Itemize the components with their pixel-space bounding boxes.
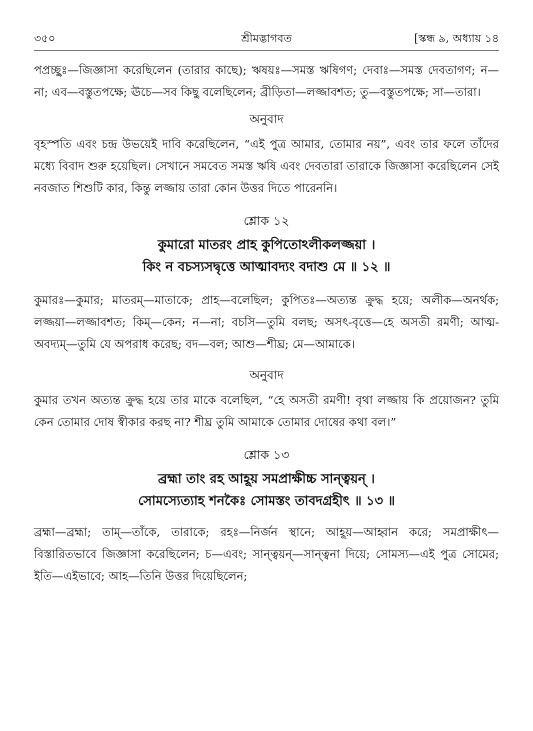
translation-paragraph-1: বৃহস্পতি এবং চন্দ্র উভয়েই দাবি করেছিলেন, “এই পুত্র আমার, তোমার নয়”, এবং তার ফলে তাঁদের মধ্যে বিবাদ শুরু হয়েছিল। সেখানে সমবেত সমস্ত ঋষি এবং দেবতারা তারাকে জিজ্ঞাসা করেছিলেন সেই নবজাত শিশুটি কার, কিন্তু লজ্জায় তারা কোন উত্তর দিতে পারেননি। [34,137,499,195]
verse-13-title: শ্লোক ১৩ [243,447,290,462]
synonyms-paragraph-1: পপ্রচ্ছুঃ—জিজ্ঞাসা করেছিলেন (তারার কাছে); ঋষয়ঃ—সমস্ত ঋষিগণ; দেবাঃ—সমস্ত দেবতাগণ; ন—না; এব—বস্তুতপক্ষে; ঊচে—সব কিছু বলেছিলেন; ব্রীড়িতা—লজ্জাবশত; তু—বস্তুতপক্ষে; সা—তারা। [34,63,499,99]
translation-paragraph-2: কুমার তখন অত্যন্ত ক্রুদ্ধ হয়ে তার মাকে বলেছিল, “হে অসতী রমণী! বৃথা লজ্জায় কি প্রয়োজন? তুমি কেন তোমার দোষ স্বীকার করছ না? শীঘ্র তুমি আমাকে তোমার দোষের কথা বল।” [34,393,499,429]
synonyms-paragraph-2: কুমারঃ—কুমার; মাতরম্—মাতাকে; প্রাহ—বলেছিল; কুপিতঃ—অত্যন্ত ক্রুদ্ধ হয়ে; অলীক—অনর্থক; লজ্জয়া—লজ্জাবশত; কিম্—কেন; ন—না; বচসি—তুমি বলছ; অসৎ-বৃত্তে—হে অসতী রমণী; আত্ম-অবদ্যম্—তুমি যে অপরাধ করেছ; বদ—বল; আশু—শীঘ্র; মে—আমাকে। [34,293,499,351]
book-title: শ্রীমদ্ভাগবত [241,32,292,45]
section-reference: [স্কন্ধ ৯, অধ্যায় ১৪ [414,32,499,45]
verse-12-line-2: কিং ন বচস্যসদ্বৃত্তে আত্মাবদ্যং বদাশু মে ॥ ১২ ॥ [142,260,391,275]
page-header [34,28,499,51]
verse-13-line-2: সোমস্যেত্যাহ শনকৈঃ সোমস্তং তাবদগ্রহীৎ ॥ ১৩ ॥ [138,494,395,509]
translation-heading-2: অনুবাদ [249,368,284,382]
verse-12-line-1: কুমারো মাতরং প্রাহ কুপিতোঽলীকলজ্জয়া । [157,238,376,253]
verse-13-line-1: ব্রহ্মা তাং রহ আহূয় সমপ্রাক্ষীচ্চ সান্ত্বয়ন্ । [158,472,375,487]
translation-heading-1: অনুবাদ [249,112,284,126]
synonyms-paragraph-3: ব্রহ্মা—ব্রহ্মা; তাম্—তাঁকে, তারাকে; রহঃ—নির্জন স্থানে; আহূয়—আহ্বান করে; সমপ্রাক্ষীৎ—বিস্তারিতভাবে জিজ্ঞাসা করেছিলেন; চ—এবং; সান্ত্বয়ন্—সান্ত্বনা দিয়ে; সোমস্য—এই পুত্র সোমের; ইতি—এইভাবে; আহ—তিনি উত্তর দিয়েছিলেন; [34,525,499,583]
page-number: ৩৫০ [34,32,56,45]
verse-12-title: শ্লোক ১২ [243,213,290,228]
